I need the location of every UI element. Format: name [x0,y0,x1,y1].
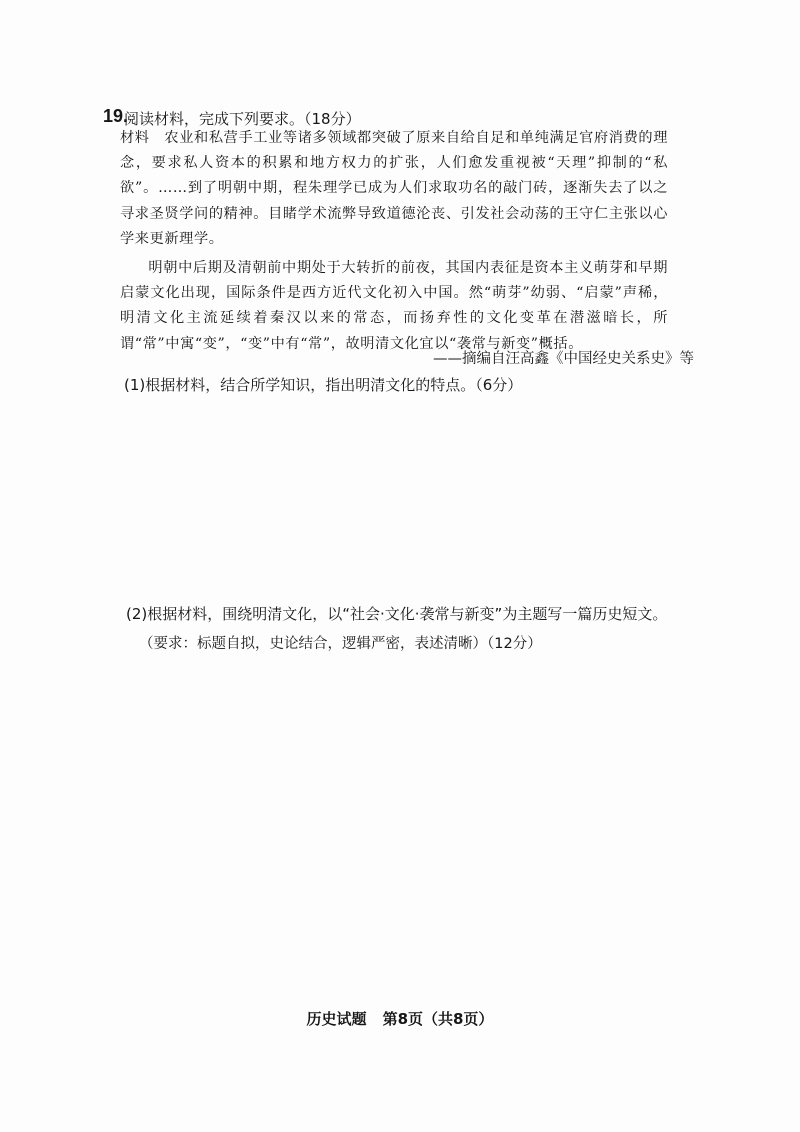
sub-question-1: (1)根据材料，结合所学知识，指出明清文化的特点。（6分） [124,376,523,394]
material-source: ——摘编自汪高鑫《中国经史关系史》等 [433,351,694,367]
material-paragraph-2: 明朝中后期及清朝前中期处于大转折的前夜，其国内表征是资本主义萌芽和早期启蒙文化出现，国际条件是西方近代文化初入中国。然“萌芽”幼弱、“启蒙”声稀，明清文化主流延续着秦汉以来的常态，而扬弃性的文化变革在潜滋暗长，所谓“常”中寓“变”，“变”中有“常”，故明清文化宜以“袭常与新变”概括。 [120,260,668,352]
page-footer [0,1008,800,1029]
sub-question-2-requirement: （要求：标题自拟，史论结合，逻辑严密，表述清晰）（12分） [139,636,542,652]
footer-subject: 历史试题 [306,1010,367,1028]
answer-area-2[interactable] [120,660,680,990]
question-number: 19. [103,106,129,126]
footer-page-number: 第8页（共8页） [382,1010,494,1028]
answer-area-1[interactable] [120,400,680,590]
sub-question-2: (2)根据材料，围绕明清文化，以“社会·文化·袭常与新变”为主题写一篇历史短文。 [126,605,668,623]
material-block [120,126,668,357]
question-stem: 阅读材料，完成下列要求。（18分） [124,110,361,128]
material-paragraph-1: 材料 农业和私营手工业等诸多领域都突破了原来自给自足和单纯满足官府消费的理念，要求私人资本的积累和地方权力的扩张，人们愈发重视被“天理”抑制的“私欲”。……到了明朝中期，程朱理学已成为人们求取功名的敲门砖，逐渐失去了以之寻求圣贤学问的精神。目睹学术流弊导致道德沦丧、引发社会动荡的王守仁主张以心学来更新理学。 [120,130,668,247]
